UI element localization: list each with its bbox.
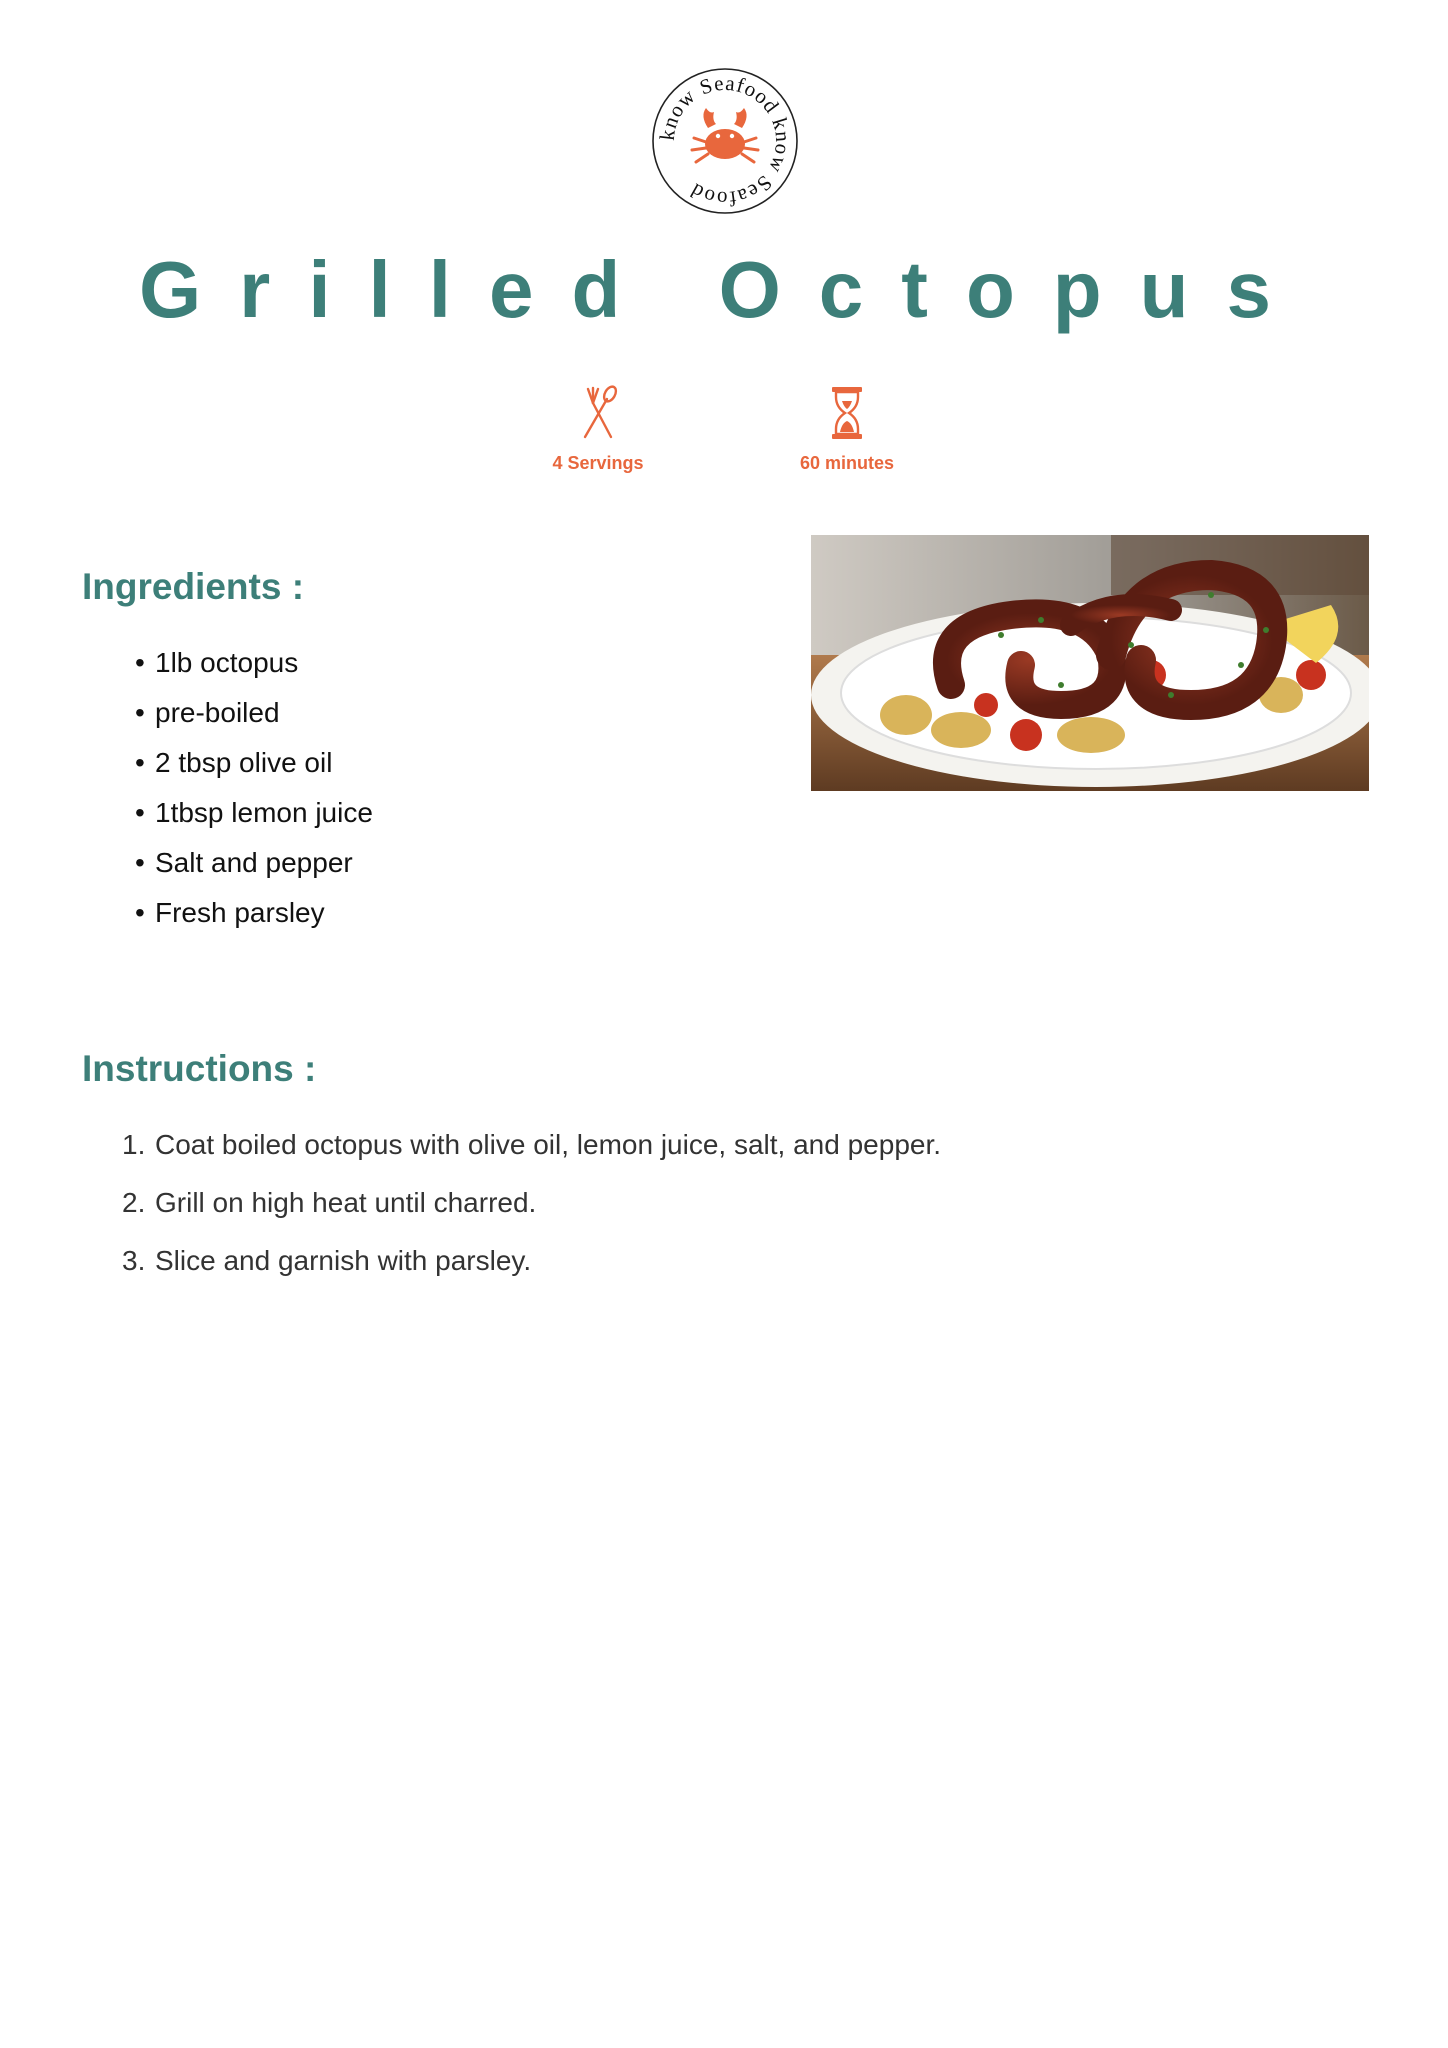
dish-photo [811, 535, 1369, 791]
list-item: 2. Grill on high heat until charred. [122, 1187, 537, 1218]
list-item: • pre-boiled [135, 697, 280, 728]
page-title: Grilled Octopus [138, 245, 1310, 334]
fork-spoon-icon [573, 385, 623, 441]
list-item: 1. Coat boiled octopus with olive oil, lemon juice, salt, and pepper. [122, 1129, 942, 1160]
list-item: 3. Slice and garnish with parsley. [122, 1245, 532, 1276]
brand-logo [650, 66, 800, 216]
ingredients-heading: Ingredients : [82, 566, 305, 607]
list-item: • 1lb octopus [135, 647, 299, 678]
svg-text:know Seafood know Seafood: know Seafood know Seafood [654, 70, 796, 212]
time-label: 60 minutes [799, 453, 895, 473]
hourglass-icon [822, 385, 872, 441]
list-item: • 1tbsp lemon juice [135, 797, 373, 828]
instructions-list [122, 1116, 941, 1290]
servings-label: 4 Servings [552, 453, 644, 473]
instructions-heading: Instructions : [82, 1048, 317, 1089]
logo-seal [650, 66, 800, 216]
list-item: • 2 tbsp olive oil [135, 747, 333, 778]
list-item: • Fresh parsley [135, 897, 325, 928]
ingredients-list [135, 638, 373, 938]
list-item: • Salt and pepper [135, 847, 353, 878]
servings-info [518, 385, 678, 474]
time-info [767, 385, 927, 474]
